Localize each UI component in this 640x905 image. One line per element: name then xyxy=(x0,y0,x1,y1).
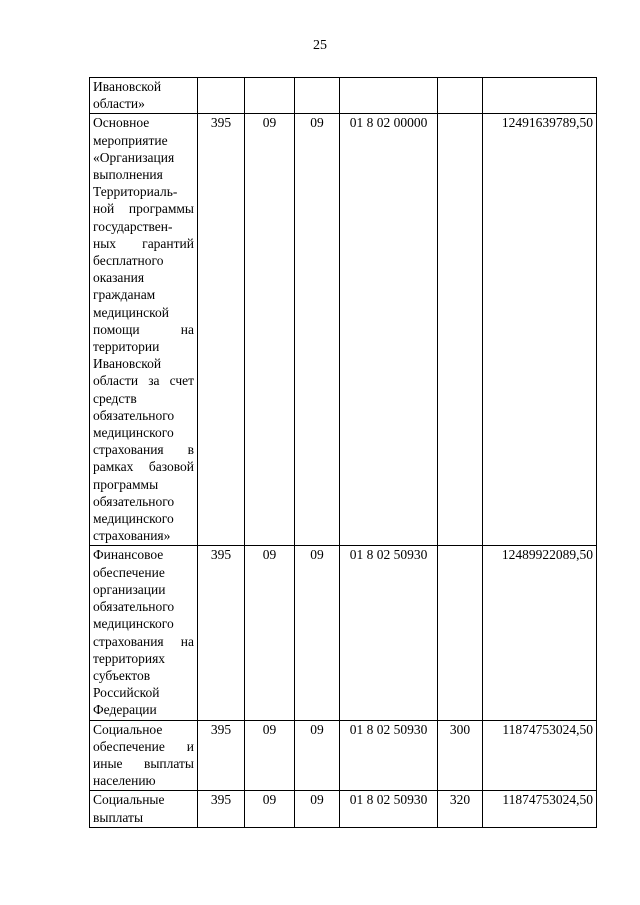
row-name-line: страхования» xyxy=(93,528,171,544)
row-name-line: медицинского xyxy=(93,511,174,527)
target-article-cell: 01 8 02 50930 xyxy=(340,791,438,827)
row-name-line: области» xyxy=(93,96,145,112)
section-cell: 09 xyxy=(245,791,295,827)
row-name-cell xyxy=(90,114,198,546)
row-name-line: Социальные xyxy=(93,792,165,808)
row-name-line: Социальное xyxy=(93,721,163,737)
row-name-line: «Организация xyxy=(93,149,175,165)
subsection-cell: 09 xyxy=(295,546,340,720)
row-name-cell xyxy=(90,720,198,791)
target-article-cell: 01 8 02 50930 xyxy=(340,546,438,720)
row-name-line: Ивановской xyxy=(93,356,162,372)
row-name-line: иные выплаты xyxy=(93,755,194,771)
row-name-line: Основное xyxy=(93,115,150,131)
row-name-line: страхования на xyxy=(93,633,194,649)
gov-code-cell: 395 xyxy=(198,114,245,546)
row-name-line: обеспечение xyxy=(93,564,165,580)
row-name-cell xyxy=(90,791,198,827)
section-cell: 09 xyxy=(245,720,295,791)
row-name-line: рамках базовой xyxy=(93,459,194,475)
row-name-line: мероприятие xyxy=(93,132,168,148)
expense-type-cell xyxy=(438,78,483,114)
row-name-line: Ивановской xyxy=(93,79,162,94)
row-name-line: населению xyxy=(93,773,156,789)
row-name-line: страхования в xyxy=(93,442,194,458)
amount-cell: 11874753024,50 xyxy=(483,720,597,791)
section-cell xyxy=(245,78,295,114)
table-row xyxy=(90,78,597,114)
table-row xyxy=(90,791,597,827)
row-name-line: территориях xyxy=(93,650,166,666)
subsection-cell xyxy=(295,78,340,114)
table-row xyxy=(90,720,597,791)
row-name-line: медицинского xyxy=(93,616,174,632)
section-cell: 09 xyxy=(245,114,295,546)
table-row xyxy=(90,546,597,720)
row-name-line: территории xyxy=(93,339,160,355)
expense-type-cell xyxy=(438,114,483,546)
row-name-line: обеспечение и xyxy=(93,738,194,754)
row-name-line: ных гарантий xyxy=(93,235,194,251)
row-name-cell xyxy=(90,546,198,720)
row-name-line: гражданам xyxy=(93,287,156,303)
row-name-line: средств xyxy=(93,390,137,406)
gov-code-cell xyxy=(198,78,245,114)
target-article-cell: 01 8 02 50930 xyxy=(340,720,438,791)
amount-cell xyxy=(483,78,597,114)
gov-code-cell: 395 xyxy=(198,546,245,720)
gov-code-cell: 395 xyxy=(198,720,245,791)
amount-cell: 11874753024,50 xyxy=(483,791,597,827)
amount-cell: 12489922089,50 xyxy=(483,546,597,720)
row-name-line: медицинского xyxy=(93,425,174,441)
table-body xyxy=(90,78,597,828)
expense-type-cell xyxy=(438,546,483,720)
target-article-cell xyxy=(340,78,438,114)
expense-type-cell: 300 xyxy=(438,720,483,791)
expense-type-cell: 320 xyxy=(438,791,483,827)
row-name-line: обязательного xyxy=(93,493,175,509)
row-name-line: Территориаль- xyxy=(93,184,178,200)
section-cell: 09 xyxy=(245,546,295,720)
budget-table xyxy=(89,77,597,828)
row-name-line: обязательного xyxy=(93,407,175,423)
row-name-line: Финансовое xyxy=(93,547,164,563)
subsection-cell: 09 xyxy=(295,114,340,546)
table-row xyxy=(90,114,597,546)
page-number: 25 xyxy=(313,38,327,53)
row-name-line: бесплатного xyxy=(93,253,164,269)
row-name-line: ной программы xyxy=(93,201,194,217)
row-name-line: организации xyxy=(93,581,166,597)
amount-cell: 12491639789,50 xyxy=(483,114,597,546)
row-name-line: Федерации xyxy=(93,702,157,718)
row-name-line: медицинской xyxy=(93,304,169,320)
row-name-line: помощи на xyxy=(93,321,194,337)
row-name-line: области за счет xyxy=(93,373,194,389)
row-name-line: выполнения xyxy=(93,167,163,183)
gov-code-cell: 395 xyxy=(198,791,245,827)
row-name-line: государствен- xyxy=(93,218,173,234)
row-name-line: Российской xyxy=(93,685,160,701)
row-name-cell xyxy=(90,78,198,114)
row-name-line: субъектов xyxy=(93,667,151,683)
subsection-cell: 09 xyxy=(295,791,340,827)
row-name-line: оказания xyxy=(93,270,145,286)
row-name-line: обязательного xyxy=(93,599,175,615)
row-name-line: выплаты xyxy=(93,809,144,825)
row-name-line: программы xyxy=(93,476,159,492)
subsection-cell: 09 xyxy=(295,720,340,791)
target-article-cell: 01 8 02 00000 xyxy=(340,114,438,546)
